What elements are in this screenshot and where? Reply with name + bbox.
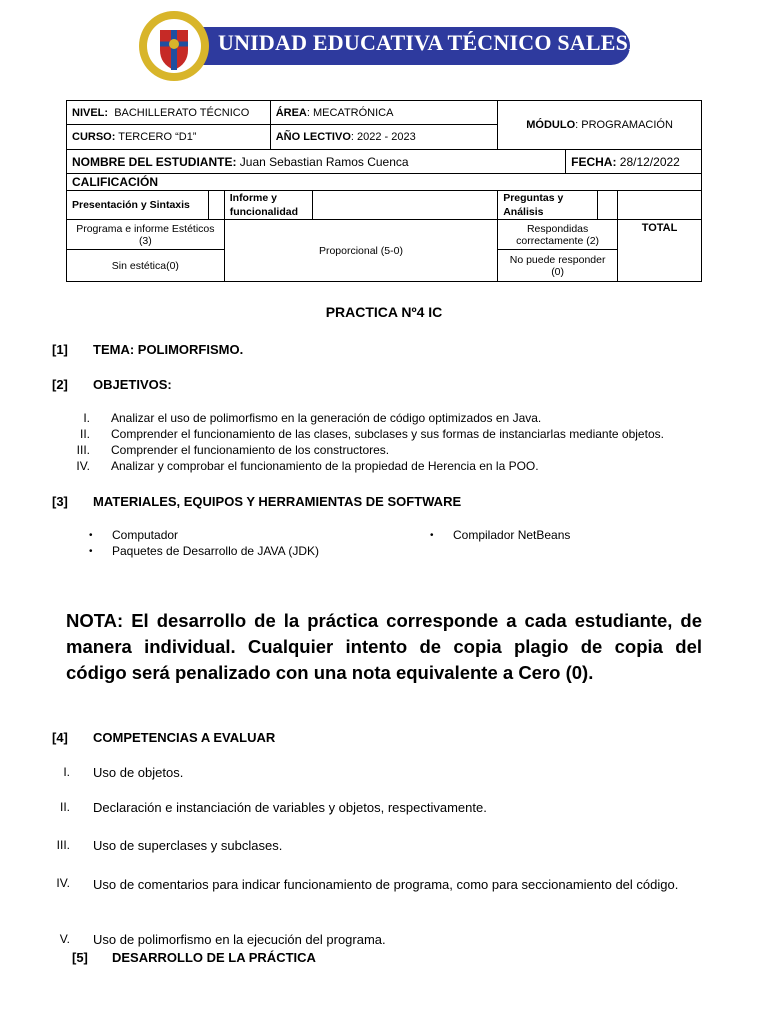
material-item: Computador <box>112 528 179 542</box>
material-item: Compilador NetBeans <box>453 528 571 542</box>
section-title-materiales: MATERIALES, EQUIPOS Y HERRAMIENTAS DE SOFTWARE <box>93 494 462 509</box>
competency-text: Declaración e instanciación de variables y objetos, respectivamente. <box>93 800 487 815</box>
preguntas-label: Preguntas y Análisis <box>498 191 598 220</box>
objective-number: III. <box>76 443 90 457</box>
no-puede-label: No puede responder (0) <box>498 250 618 282</box>
objective-text: Analizar el uso de polimorfismo en la generación de código optimizados en Java. <box>111 411 542 425</box>
objective-number: II. <box>79 427 90 441</box>
material-item: Paquetes de Desarrollo de JAVA (JDK) <box>112 544 319 558</box>
calificacion-header: CALIFICACIÓN <box>67 174 702 191</box>
preguntas-score <box>598 191 618 220</box>
section-title-objetivos: OBJETIVOS: <box>93 377 172 392</box>
nivel-cell: NIVEL: BACHILLERATO TÉCNICO <box>67 101 271 125</box>
practice-title: PRACTICA Nº4 IC <box>325 304 443 320</box>
competency-text: Uso de polimorfismo en la ejecución del programa. <box>93 932 386 947</box>
section-number: [1] <box>52 342 68 357</box>
bullet-icon: • <box>89 530 93 541</box>
bullet-icon: • <box>89 546 93 557</box>
sin-estetica-label: Sin estética(0) <box>67 250 225 282</box>
competency-text: Uso de comentarios para indicar funcionamiento de programa, como para seccionamiento del código. <box>93 877 679 892</box>
objective-number: IV. <box>76 459 90 473</box>
section-title-desarrollo: DESARROLLO DE LA PRÁCTICA <box>112 950 316 965</box>
student-info-table <box>66 100 702 282</box>
nota-paragraph: NOTA: El desarrollo de la práctica corresponde a cada estudiante, de manera individual. Cualquier intento de copia plagio de copia del código será penalizado con una nota equivalente a Cero (0). <box>66 610 702 683</box>
presentacion-label: Presentación y Sintaxis <box>67 191 209 220</box>
curso-cell: CURSO: TERCERO “D1” <box>67 125 271 150</box>
competency-number: V. <box>59 932 70 946</box>
total-score-top <box>618 191 702 220</box>
objective-text: Comprender el funcionamiento de los constructores. <box>111 443 390 457</box>
programa-label: Programa e informe Estéticos (3) <box>67 220 225 250</box>
respondidas-label: Respondidas correctamente (2) <box>498 220 618 250</box>
competency-number: IV. <box>56 876 70 890</box>
competency-text: Uso de objetos. <box>93 765 184 780</box>
modulo-cell: MÓDULO: PROGRAMACIÓN <box>498 101 702 150</box>
area-cell: ÁREA: MECATRÓNICA <box>270 101 498 125</box>
section-number: [5] <box>72 950 88 965</box>
objective-text: Analizar y comprobar el funcionamiento de la propiedad de Herencia en la POO. <box>111 459 539 473</box>
school-name: UNIDAD EDUCATIVA TÉCNICO SALESIANO <box>218 30 687 55</box>
section-number: [4] <box>52 730 68 745</box>
competency-number: III. <box>56 838 70 852</box>
presentacion-score <box>208 191 224 220</box>
total-label: TOTAL <box>618 220 702 282</box>
section-title-competencias: COMPETENCIAS A EVALUAR <box>93 730 276 745</box>
nombre-cell: NOMBRE DEL ESTUDIANTE: Juan Sebastian Ramos Cuenca <box>67 150 566 174</box>
competency-number: II. <box>59 800 70 814</box>
anio-cell: AÑO LECTIVO: 2022 - 2023 <box>270 125 498 150</box>
competency-text: Uso de superclases y subclases. <box>93 838 283 853</box>
bullet-icon: • <box>430 530 434 541</box>
competency-number: I. <box>63 765 70 779</box>
informe-label: Informe y funcionalidad <box>224 191 312 220</box>
fecha-cell: FECHA: 28/12/2022 <box>566 150 702 174</box>
section-number: [3] <box>52 494 68 509</box>
section-title-tema: TEMA: POLIMORFISMO. <box>93 342 244 357</box>
school-logo <box>138 10 210 82</box>
informe-score <box>312 191 498 220</box>
section-number: [2] <box>52 377 68 392</box>
objective-text: Comprender el funcionamiento de las clases, subclases y sus formas de instanciarlas mediante objetos. <box>111 427 664 441</box>
proporcional-label: Proporcional (5-0) <box>224 220 497 282</box>
objective-number: I. <box>83 411 90 425</box>
